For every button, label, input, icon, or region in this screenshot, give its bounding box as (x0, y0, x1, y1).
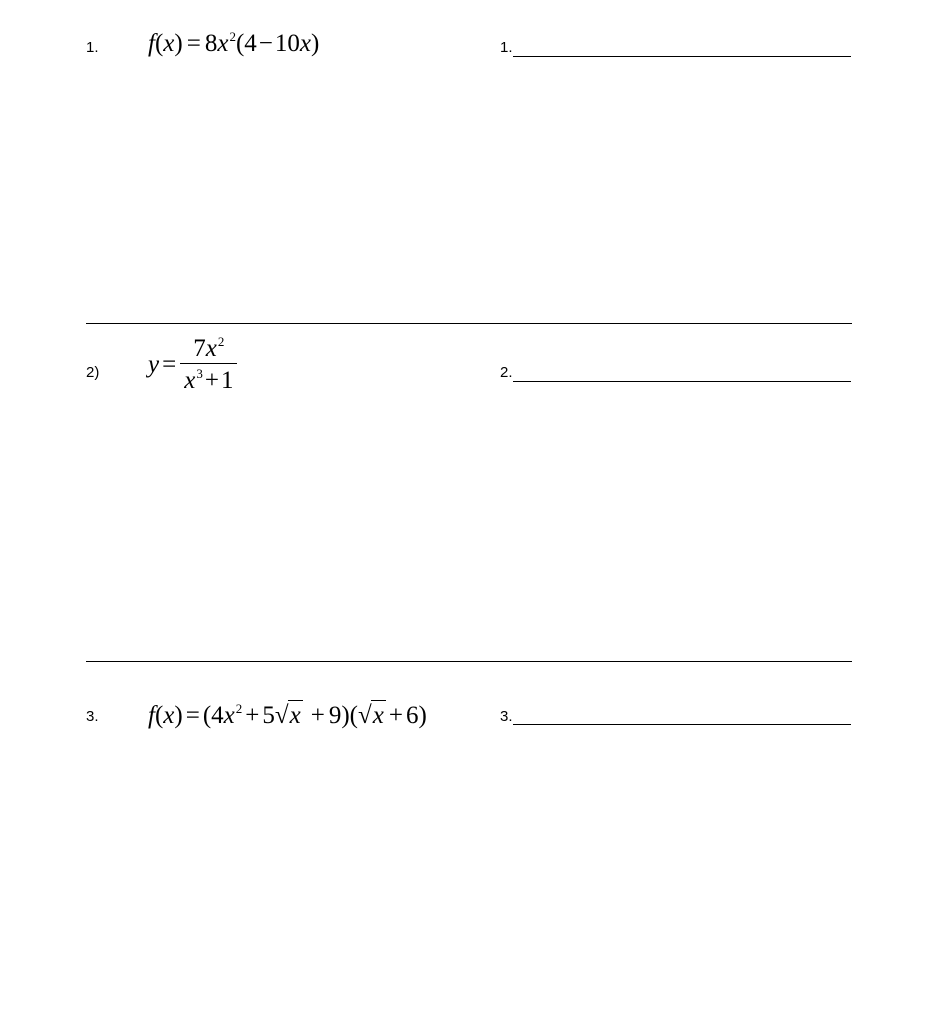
section-divider-1 (86, 323, 852, 324)
problem-2-equation: y = $\frac{7x^2}{x^3+1}$ (148, 336, 237, 393)
problem-3-equation: $f(x) = (4x^2 + 5$ √ x + 9)( √ x + 6) (148, 701, 427, 729)
answer-2-line[interactable] (513, 381, 851, 382)
square-root: √ x (274, 702, 301, 729)
fraction: $\frac{7x^2}{x^3+1}$ (180, 336, 237, 393)
section-divider-2 (86, 661, 852, 662)
answer-3-label: 3. (500, 708, 513, 725)
answer-2-label: 2. (500, 364, 513, 381)
square-root: √ x (357, 702, 384, 729)
problem-2-number: 2) (86, 364, 100, 381)
problem-1-equation: $f(x) = 8x^2(4-10x)$ (148, 29, 320, 57)
answer-1-line[interactable] (513, 56, 851, 57)
problem-3-number: 3. (86, 708, 99, 725)
problem-1-number: 1. (86, 39, 99, 56)
answer-1-label: 1. (500, 39, 513, 56)
answer-3-line[interactable] (513, 724, 851, 725)
